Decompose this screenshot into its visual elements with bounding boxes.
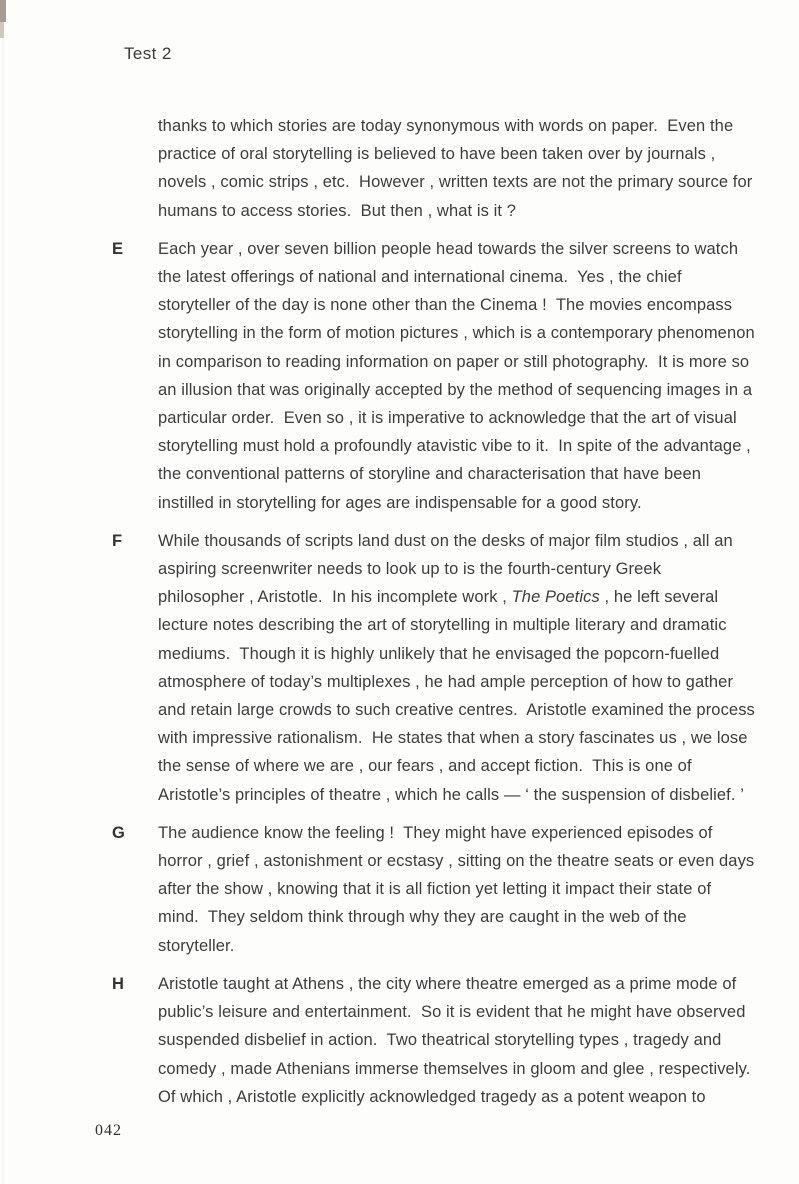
paragraph-label: G	[112, 823, 126, 842]
text-line: in comparison to reading information on paper or still photography. It is more so	[158, 352, 750, 371]
text-line: the conventional patterns of storyline and characterisation that have been	[158, 465, 702, 484]
paragraph-body	[158, 819, 792, 960]
text-line: after the show , knowing that it is all fiction yet letting it impact their state of	[158, 880, 712, 899]
text-line: storytelling must hold a profoundly atavistic vibe to it. In spite of the advantage ,	[158, 437, 751, 456]
paragraph	[112, 819, 792, 960]
text-line: mind. They seldom think through why they are caught in the web of the	[158, 908, 687, 927]
text-line: novels , comic strips , etc. However , written texts are not the primary source for	[158, 173, 753, 192]
text-line: Aristotle’s principles of theatre , which he calls — ‘ the suspension of disbelief. ’	[158, 785, 744, 804]
text-line: humans to access stories. But then , what is it ?	[158, 201, 517, 220]
text-line: mediums. Though it is highly unlikely that he envisaged the popcorn-fuelled	[158, 644, 720, 663]
text-line: While thousands of scripts land dust on the desks of major film studios , all an	[158, 531, 733, 550]
text-line: the latest offerings of national and international cinema. Yes , the chief	[158, 268, 682, 287]
text-line: storyteller of the day is none other than the Cinema ! The movies encompass	[158, 296, 733, 315]
text-line: Each year , over seven billion people head towards the silver screens to watch	[158, 239, 739, 258]
paragraph	[112, 527, 792, 809]
paragraph-label	[112, 112, 158, 225]
paragraph-body	[158, 112, 792, 225]
text-line: storytelling in the form of motion pictures , which is a contemporary phenomenon	[158, 324, 755, 343]
scan-edge-line	[2, 0, 4, 1184]
text-segment: , he left several	[599, 588, 719, 607]
text-line: public’s leisure and entertainment. So it is evident that he might have observed	[158, 1003, 746, 1022]
text-line: storyteller.	[158, 936, 235, 955]
text-line: comedy , made Athenians immerse themselves in gloom and glee , respectively.	[158, 1059, 751, 1078]
passage	[112, 112, 792, 1121]
page-number: 042	[95, 1122, 122, 1139]
text-line: atmosphere of today’s multiplexes , he had ample perception of how to gather	[158, 672, 734, 691]
text-line: Aristotle taught at Athens , the city where theatre emerged as a prime mode of	[158, 974, 737, 993]
text-line: particular order. Even so , it is imperative to acknowledge that the art of visual	[158, 409, 737, 428]
paragraph-label: F	[112, 531, 123, 550]
scan-artifact-light	[0, 22, 4, 38]
text-line: lecture notes describing the art of storytelling in multiple literary and dramatic	[158, 616, 727, 635]
paragraph-label: H	[112, 974, 125, 993]
text-line: aspiring screenwriter needs to look up to is the fourth-century Greek	[158, 560, 662, 579]
text-line: with impressive rationalism. He states that when a story fascinates us , we lose	[158, 729, 748, 748]
scan-artifact-dark	[0, 0, 6, 22]
text-segment: philosopher , Aristotle. In his incomplete work ,	[158, 588, 512, 607]
text-line: Of which , Aristotle explicitly acknowledged tragedy as a potent weapon to	[158, 1087, 706, 1106]
paragraph	[112, 235, 792, 517]
paragraph-body	[158, 235, 792, 517]
text-line: instilled in storytelling for ages are indispensable for a good story.	[158, 493, 642, 512]
text-line: horror , grief , astonishment or ecstasy , sitting on the theatre seats or even days	[158, 852, 755, 871]
text-line: and retain large crowds to such creative centres. Aristotle examined the process	[158, 701, 755, 720]
paragraph-body	[158, 970, 792, 1111]
page-title: Test 2	[124, 44, 172, 63]
paragraph	[112, 112, 792, 225]
text-line: the sense of where we are , our fears , and accept fiction. This is one of	[158, 757, 692, 776]
text-line	[158, 583, 792, 611]
paragraph-label: E	[112, 239, 124, 258]
paragraph-body	[158, 527, 792, 809]
text-line: practice of oral storytelling is believed to have been taken over by journals ,	[158, 145, 716, 164]
paragraph	[112, 970, 792, 1111]
text-line: The audience know the feeling ! They might have experienced episodes of	[158, 823, 713, 842]
text-line: suspended disbelief in action. Two theatrical storytelling types , tragedy and	[158, 1031, 722, 1050]
text-line: an illusion that was originally accepted by the method of sequencing images in a	[158, 380, 753, 399]
italic-text: The Poetics	[511, 588, 600, 607]
text-line: thanks to which stories are today synonymous with words on paper. Even the	[158, 117, 734, 135]
